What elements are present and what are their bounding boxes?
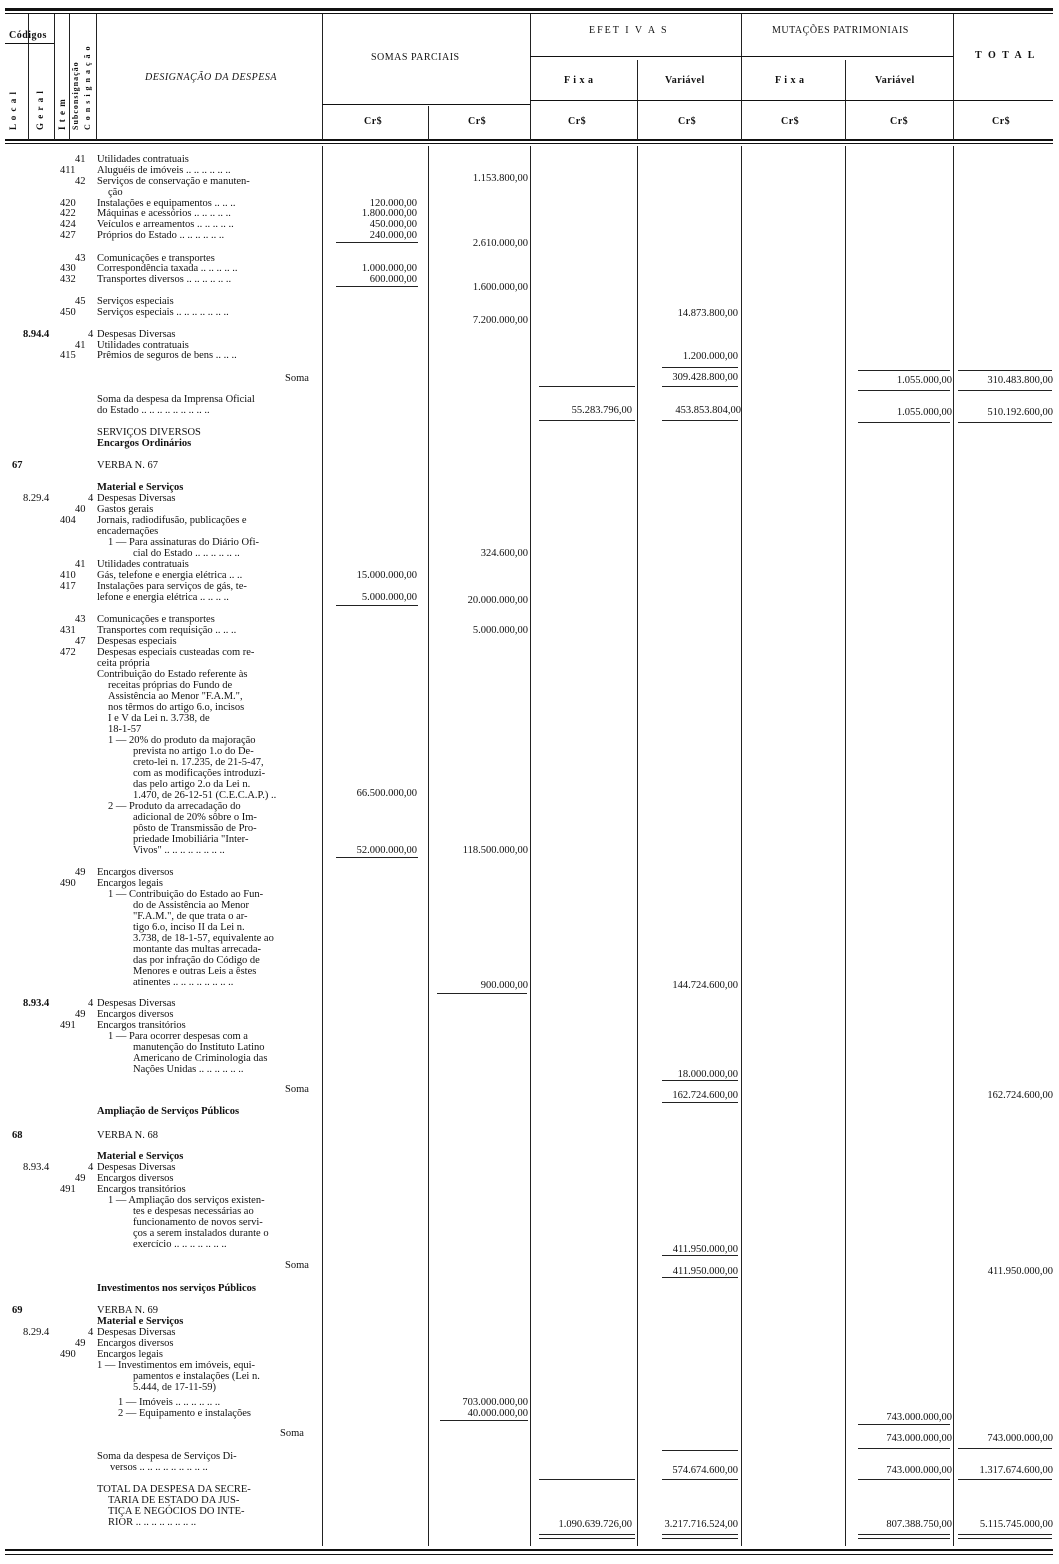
- val-20m: 20.000.000,00: [467, 595, 528, 606]
- soma1-rule-2d: [958, 390, 1052, 391]
- verba67-line: Encargos diversos: [97, 867, 174, 878]
- verba68-line: Encargos diversos: [97, 1173, 174, 1184]
- hdr-v5: [322, 14, 323, 140]
- code-490: 490: [60, 878, 76, 889]
- verba69-mv: 743.000.000,00: [886, 1412, 952, 1423]
- verba67-line: priedade Imobiliária "Inter-: [133, 834, 249, 845]
- hdr-v2: [54, 14, 55, 140]
- currency-col6: Cr$: [890, 116, 909, 127]
- line-p1: 120.000,00: [369, 198, 417, 209]
- currency-col5: Cr$: [781, 116, 800, 127]
- soma1-rule-total: [958, 370, 1052, 371]
- verba68-line: funcionamento de novos servi-: [133, 1217, 263, 1228]
- verba67-line: nos têrmos do artigo 6.o, incisos: [108, 702, 245, 713]
- val-5m: 5.000.000,00: [361, 592, 417, 603]
- verba69-line: 1 — Imóveis .. .. .. .. .. ..: [118, 1397, 221, 1408]
- line-text: ção: [108, 187, 123, 198]
- verba69-line: Encargos legais: [97, 1349, 163, 1360]
- verba68-rule: [662, 1255, 738, 1256]
- verba68-ev: 411.950.000,00: [672, 1244, 738, 1255]
- hdr-v9: [741, 14, 742, 140]
- val-15m: 15.000.000,00: [356, 570, 417, 581]
- efetivas-variavel-header: Variável: [665, 75, 705, 86]
- total-rule-d2: [958, 1538, 1052, 1539]
- total-rule-d1: [958, 1534, 1052, 1535]
- hdr-h-total: [953, 100, 1053, 101]
- soma1-rule-mv: [858, 370, 950, 371]
- total-l4: RIOR .. .. .. .. .. .. .. ..: [108, 1517, 197, 1528]
- verba69-c49: 49: [75, 1338, 86, 1349]
- val-66: 66.500.000,00: [356, 788, 417, 799]
- line-text: Aluguéis de imóveis .. .. .. .. .. ..: [97, 165, 231, 176]
- verba67-line: I e V da Lei n. 3.738, de: [108, 713, 210, 724]
- designacao-header: DESIGNAÇÃO DA DESPESA: [145, 72, 277, 83]
- line-text: Utilidades contratuais: [97, 154, 189, 165]
- rule-52: [336, 857, 418, 858]
- line-code: 45: [75, 296, 86, 307]
- total-rule-a2: [539, 1538, 635, 1539]
- verba67-line: 3.738, de 18-1-57, equivalente ao: [133, 933, 274, 944]
- verba67-line: Assistência ao Menor "F.A.M.",: [108, 691, 243, 702]
- verba68-line: tes e despesas necessárias ao: [133, 1206, 254, 1217]
- line-p2: 1.153.800,00: [472, 173, 528, 184]
- soma3-rule: [662, 1277, 738, 1278]
- line-code: 8.94.4: [23, 329, 50, 340]
- total-rule-b2: [662, 1538, 738, 1539]
- line-code: 450: [60, 307, 76, 318]
- top-rule-thin: [5, 13, 1053, 14]
- servicos-rule-a: [539, 1479, 635, 1480]
- line-code: 424: [60, 219, 76, 230]
- line-p1: 600.000,00: [369, 274, 417, 285]
- hdr-v3: [69, 14, 70, 140]
- body-v3: [530, 146, 531, 1546]
- rule-p1-a: [336, 242, 418, 243]
- verba67-line: receitas próprias do Fundo de: [108, 680, 233, 691]
- code-49: 49: [75, 867, 86, 878]
- line-ev: 1.200.000,00: [682, 351, 738, 362]
- verba67-line: Encargos legais: [97, 878, 163, 889]
- verba67-line: lefone e energia elétrica .. .. .. ..: [97, 592, 229, 603]
- verba67-line: Material e Serviços: [97, 482, 184, 493]
- verba69-label: VERBA N. 69: [97, 1305, 158, 1316]
- verba68-c491: 491: [60, 1184, 76, 1195]
- efetivas-header: EFET I V A S: [589, 25, 669, 36]
- verba67-line: ceita própria: [97, 658, 150, 669]
- soma2-label: Soma: [285, 1084, 309, 1095]
- code-410: 410: [60, 570, 76, 581]
- line-p1: 450.000,00: [369, 219, 417, 230]
- verba67-line: 1 — 20% do produto da majoração: [108, 735, 256, 746]
- mutacoes-variavel-header: Variável: [875, 75, 915, 86]
- verba67-line: 18-1-57: [108, 724, 142, 735]
- soma1-rule-2b: [662, 386, 738, 387]
- verba67-line: montante das multas arrecada-: [133, 944, 261, 955]
- block893-line: Despesas Diversas: [97, 998, 176, 1009]
- bottom-rule-2: [5, 1554, 1053, 1555]
- line-text: Serviços especiais: [97, 296, 174, 307]
- verba68-line: Despesas Diversas: [97, 1162, 176, 1173]
- line-code: 43: [75, 253, 86, 264]
- line-code: 42: [75, 176, 86, 187]
- val-118: 118.500.000,00: [462, 845, 528, 856]
- ampliacao-title: Ampliação de Serviços Públicos: [97, 1106, 240, 1117]
- verba67-line: Gastos gerais: [97, 504, 154, 515]
- verba67-line: Comunicações e transportes: [97, 614, 215, 625]
- line-text: Prêmios de seguros de bens .. .. ..: [97, 350, 237, 361]
- line-text: Veículos e arreamentos .. .. .. .. ..: [97, 219, 234, 230]
- efetivas-fixa-header: F i x a: [564, 75, 594, 86]
- verba69-imoveis: 703.000.000,00: [462, 1397, 528, 1408]
- verba69-line: 1 — Investimentos em imóveis, equi-: [97, 1360, 256, 1371]
- verba67-line: das pelo artigo 2.o da Lei n.: [133, 779, 251, 790]
- code-893-49: 49: [75, 1009, 86, 1020]
- code-417: 417: [60, 581, 76, 592]
- line-text: Próprios do Estado .. .. .. .. .. ..: [97, 230, 225, 241]
- verba69-code: 69: [12, 1305, 23, 1316]
- soma1-label: Soma: [285, 373, 309, 384]
- header-bottom-rule-2: [5, 143, 1053, 144]
- code-404: 404: [60, 515, 76, 526]
- verba69-line: 5.444, de 17-11-59): [133, 1382, 217, 1393]
- total-total: 5.115.745.000,00: [979, 1519, 1053, 1530]
- soma1-rule-2c: [858, 390, 950, 391]
- hdr-v7: [530, 14, 531, 140]
- verba68-line: 1 — Ampliação dos serviços existen-: [108, 1195, 265, 1206]
- soma1-rule-ev: [662, 367, 738, 368]
- block893-line: 1 — Para ocorrer despesas com a: [108, 1031, 248, 1042]
- line-code2: 4: [88, 329, 94, 340]
- verba68-c49: 49: [75, 1173, 86, 1184]
- verba69-line: 2 — Equipamento e instalações: [118, 1408, 251, 1419]
- block893-line: Nações Unidas .. .. .. .. .. ..: [133, 1064, 244, 1075]
- block893-line: Encargos diversos: [97, 1009, 174, 1020]
- body-v7: [953, 146, 954, 1546]
- line-p2: 1.600.000,00: [472, 282, 528, 293]
- verba67-line: 1.470, de 26-12-51 (C.E.C.A.P.) ..: [133, 790, 277, 801]
- verba67-line: Despesas especiais custeadas com re-: [97, 647, 255, 658]
- verba67-line: Utilidades contratuais: [97, 559, 189, 570]
- block893-line: Encargos transitórios: [97, 1020, 186, 1031]
- verba67-line: Contribuição do Estado referente às: [97, 669, 248, 680]
- verba67-line: com as modificações introduzi-: [133, 768, 266, 779]
- verba67-line: prevista no artigo 1.o do De-: [133, 746, 254, 757]
- line-text: Transportes diversos .. .. .. .. .. ..: [97, 274, 232, 285]
- soma-imprensa-ef: 55.283.796,00: [571, 405, 632, 416]
- subconsignacao-header: Subconsignação: [71, 61, 80, 130]
- header-bottom-rule: [5, 139, 1053, 141]
- hdr-v11: [953, 14, 954, 140]
- code-893-4: 4: [88, 998, 94, 1009]
- servicos-sub: Encargos Ordinários: [97, 438, 192, 449]
- line-text: Utilidades contratuais: [97, 340, 189, 351]
- mutacoes-fixa-header: F i x a: [775, 75, 805, 86]
- total-ev: 3.217.716.524,00: [664, 1519, 738, 1530]
- verba69-c490: 490: [60, 1349, 76, 1360]
- soma4-rule-a: [858, 1448, 950, 1449]
- verba67-line: 1 — Contribuição do Estado ao Fun-: [108, 889, 264, 900]
- investimentos-title: Investimentos nos serviços Públicos: [97, 1283, 256, 1294]
- hdr-h-codigos: [5, 43, 54, 44]
- total-header: T O T A L: [975, 50, 1037, 61]
- total-mv: 807.388.750,00: [886, 1519, 952, 1530]
- line-text: Correspondência taxada .. .. .. .. ..: [97, 263, 238, 274]
- soma-servicos-ev: 574.674.600,00: [672, 1465, 738, 1476]
- currency-col2: Cr$: [468, 116, 487, 127]
- verba68-c893: 8.93.4: [23, 1162, 50, 1173]
- block893-line: manutenção do Instituto Latino: [133, 1042, 265, 1053]
- ev-18m: 18.000.000,00: [677, 1069, 738, 1080]
- soma-servicos-mv: 743.000.000,00: [886, 1465, 952, 1476]
- line-code: 430: [60, 263, 76, 274]
- body-v1: [322, 146, 323, 1546]
- hdr-h-efetivas: [530, 56, 953, 57]
- verba67-line: Despesas Diversas: [97, 493, 176, 504]
- imprensa-rule-a: [539, 420, 635, 421]
- total-l1: TOTAL DA DESPESA DA SECRE-: [97, 1484, 251, 1495]
- code-472: 472: [60, 647, 76, 658]
- verba69-c829: 8.29.4: [23, 1327, 50, 1338]
- soma2-total: 162.724.600,00: [987, 1090, 1053, 1101]
- mutacoes-header: MUTAÇÕES PATRIMONIAIS: [772, 25, 909, 36]
- servicos-rule-c: [858, 1479, 950, 1480]
- hdr-h-fixa: [530, 100, 953, 101]
- top-rule: [5, 8, 1053, 11]
- verba68-sub: Material e Serviços: [97, 1151, 184, 1162]
- val-324: 324.600,00: [480, 548, 528, 559]
- code-8934: 8.93.4: [23, 998, 50, 1009]
- verba67-line: cial do Estado .. .. .. .. .. ..: [133, 548, 240, 559]
- line-p2: 2.610.000,00: [472, 238, 528, 249]
- soma-servicos-l2: versos .. .. .. .. .. .. .. .. ..: [110, 1462, 208, 1473]
- verba69-line: Despesas Diversas: [97, 1327, 176, 1338]
- code-43b: 43: [75, 614, 86, 625]
- body-v5: [741, 146, 742, 1546]
- verba67-line: creto-lei n. 17.235, de 21-5-47,: [133, 757, 264, 768]
- imprensa-rule-c: [858, 422, 950, 423]
- rule-5m: [336, 605, 418, 606]
- total-rule-b1: [662, 1534, 738, 1535]
- soma-imprensa-ev: 453.853.804,00: [675, 405, 741, 416]
- servicos-rule-d: [958, 1479, 1052, 1480]
- verba68-line: exercício .. .. .. .. .. .. ..: [133, 1239, 227, 1250]
- verba67-line: das por infração do Código de: [133, 955, 260, 966]
- verba67-line: do de Assistência ao Menor: [133, 900, 250, 911]
- verba69-line: pamentos e instalações (Lei n.: [133, 1371, 260, 1382]
- code-431: 431: [60, 625, 76, 636]
- currency-col3: Cr$: [568, 116, 587, 127]
- verba67-line: Vivos" .. .. .. .. .. .. .. ..: [133, 845, 225, 856]
- verba67-code: 67: [12, 460, 23, 471]
- verba67-line: Instalações para serviços de gás, te-: [97, 581, 247, 592]
- currency-col4: Cr$: [678, 116, 697, 127]
- verba69-sub: Material e Serviços: [97, 1316, 184, 1327]
- soma-servicos-l1: Soma da despesa de Serviços Di-: [97, 1451, 237, 1462]
- soma-imprensa-l1: Soma da despesa da Imprensa Oficial: [97, 394, 255, 405]
- verba68-code: 68: [12, 1130, 23, 1141]
- verba67-line: 1 — Para assinaturas do Diário Ofi-: [108, 537, 260, 548]
- line-p2: 7.200.000,00: [472, 315, 528, 326]
- verba68-line: Encargos transitórios: [97, 1184, 186, 1195]
- line-text: Serviços especiais .. .. .. .. .. .. ..: [97, 307, 229, 318]
- geral-header: G e r a l: [35, 90, 45, 130]
- currency-col1: Cr$: [364, 116, 383, 127]
- val-5m2: 5.000.000,00: [472, 625, 528, 636]
- verba68-line: ços a serem instalados durante o: [133, 1228, 269, 1239]
- code-41b: 41: [75, 559, 86, 570]
- body-v6: [845, 146, 846, 1546]
- hdr-v6: [428, 106, 429, 140]
- verba69-equip: 40.000.000,00: [467, 1408, 528, 1419]
- body-v4: [637, 146, 638, 1546]
- code-4: 4: [88, 493, 94, 504]
- verba69-rule-p: [440, 1420, 528, 1421]
- verba69-c4: 4: [88, 1327, 94, 1338]
- codigos-header: Códigos: [9, 30, 47, 41]
- soma2-rule: [662, 1102, 738, 1103]
- soma4-total: 743.000.000,00: [987, 1433, 1053, 1444]
- line-code: 422: [60, 208, 76, 219]
- soma4-mv: 743.000.000,00: [886, 1433, 952, 1444]
- currency-col7: Cr$: [992, 116, 1011, 127]
- verba67-line: tigo 6.o, inciso II da Lei n.: [133, 922, 245, 933]
- item-header: I t e m: [57, 98, 67, 130]
- total-rule-c1: [858, 1534, 950, 1535]
- verba68-c4: 4: [88, 1162, 94, 1173]
- line-text: Comunicações e transportes: [97, 253, 215, 264]
- soma-servicos-total: 1.317.674.600,00: [979, 1465, 1053, 1476]
- verba67-line: Menores e outras Leis a êstes: [133, 966, 257, 977]
- line-code: 427: [60, 230, 76, 241]
- line-p1: 1.000.000,00: [361, 263, 417, 274]
- val-900: 900.000,00: [480, 980, 528, 991]
- verba68-label: VERBA N. 68: [97, 1130, 158, 1141]
- ev-144: 144.724.600,00: [672, 980, 738, 991]
- total-ef: 1.090.639.726,00: [558, 1519, 632, 1530]
- servicos-title: SERVIÇOS DIVERSOS: [97, 427, 201, 438]
- hdr-v4: [96, 14, 97, 140]
- val-52: 52.000.000,00: [356, 845, 417, 856]
- line-code: 411: [60, 165, 76, 176]
- verba67-line: adicional de 20% sôbre o Im-: [133, 812, 257, 823]
- code-40: 40: [75, 504, 86, 515]
- somas-parciais-header: SOMAS PARCIAIS: [371, 52, 460, 63]
- soma3-total: 411.950.000,00: [987, 1266, 1053, 1277]
- code-47: 47: [75, 636, 86, 647]
- soma1-total: 310.483.800,00: [987, 375, 1053, 386]
- code-8294: 8.29.4: [23, 493, 50, 504]
- imprensa-rule-b: [662, 420, 738, 421]
- rule-18m: [662, 1080, 738, 1081]
- line-code: 41: [75, 340, 86, 351]
- soma4-rule-c: [662, 1450, 738, 1451]
- line-ev: 14.873.800,00: [677, 308, 738, 319]
- total-rule-a1: [539, 1534, 635, 1535]
- soma2-ev: 162.724.600,00: [672, 1090, 738, 1101]
- line-text: Despesas Diversas: [97, 329, 176, 340]
- line-code: 432: [60, 274, 76, 285]
- verba67-line: "F.A.M.", de que trata o ar-: [133, 911, 248, 922]
- soma1-rule-2a: [539, 386, 635, 387]
- line-text: Serviços de conservação e manuten-: [97, 176, 250, 187]
- line-code: 41: [75, 154, 86, 165]
- verba67-label: VERBA N. 67: [97, 460, 158, 471]
- verba67-line: Transportes com requisição .. .. ..: [97, 625, 237, 636]
- block893-line: Americano de Criminologia das: [133, 1053, 268, 1064]
- line-text: Instalações e equipamentos .. .. ..: [97, 198, 236, 209]
- consignacao-header: C o n s i g n a ç ã o: [83, 45, 92, 130]
- verba67-line: Jornais, radiodifusão, publicações e: [97, 515, 247, 526]
- verba67-line: Gás, telefone e energia elétrica .. ..: [97, 570, 243, 581]
- line-p1: 1.800.000,00: [361, 208, 417, 219]
- soma-imprensa-total: 510.192.600,00: [987, 407, 1053, 418]
- body-v2: [428, 146, 429, 1546]
- soma-imprensa-l2: do Estado .. .. .. .. .. .. .. .. ..: [97, 405, 210, 416]
- verba67-line: Despesas especiais: [97, 636, 177, 647]
- line-p1: 240.000,00: [369, 230, 417, 241]
- line-code: 415: [60, 350, 76, 361]
- soma3-ev: 411.950.000,00: [672, 1266, 738, 1277]
- line-code: 420: [60, 198, 76, 209]
- hdr-h-somas: [322, 104, 530, 105]
- code-893-491: 491: [60, 1020, 76, 1031]
- rule-p1-b: [336, 286, 418, 287]
- soma1-ev: 309.428.800,00: [672, 372, 738, 383]
- soma3-label: Soma: [285, 1260, 309, 1271]
- rule-900: [437, 993, 527, 994]
- imprensa-rule-d: [958, 422, 1052, 423]
- total-rule-c2: [858, 1538, 950, 1539]
- bottom-rule: [5, 1549, 1053, 1551]
- soma1-mv: 1.055.000,00: [896, 375, 952, 386]
- total-l2: TARIA DE ESTADO DA JUS-: [108, 1495, 240, 1506]
- total-l3: TIÇA E NEGÓCIOS DO INTE-: [108, 1506, 245, 1517]
- local-header: L o c a l: [8, 90, 18, 130]
- verba67-line: pôsto de Transmissão de Pro-: [133, 823, 257, 834]
- verba67-line: 2 — Produto da arrecadação do: [108, 801, 241, 812]
- verba67-line: encadernações: [97, 526, 159, 537]
- soma-imprensa-mv: 1.055.000,00: [896, 407, 952, 418]
- servicos-rule-b: [662, 1479, 738, 1480]
- verba69-line: Encargos diversos: [97, 1338, 174, 1349]
- verba67-line: atinentes .. .. .. .. .. .. .. ..: [133, 977, 234, 988]
- verba69-rule-mv: [858, 1424, 950, 1425]
- soma4-label: Soma: [280, 1428, 304, 1439]
- soma4-rule-b: [958, 1448, 1052, 1449]
- line-text: Máquinas e acessórios .. .. .. .. ..: [97, 208, 231, 219]
